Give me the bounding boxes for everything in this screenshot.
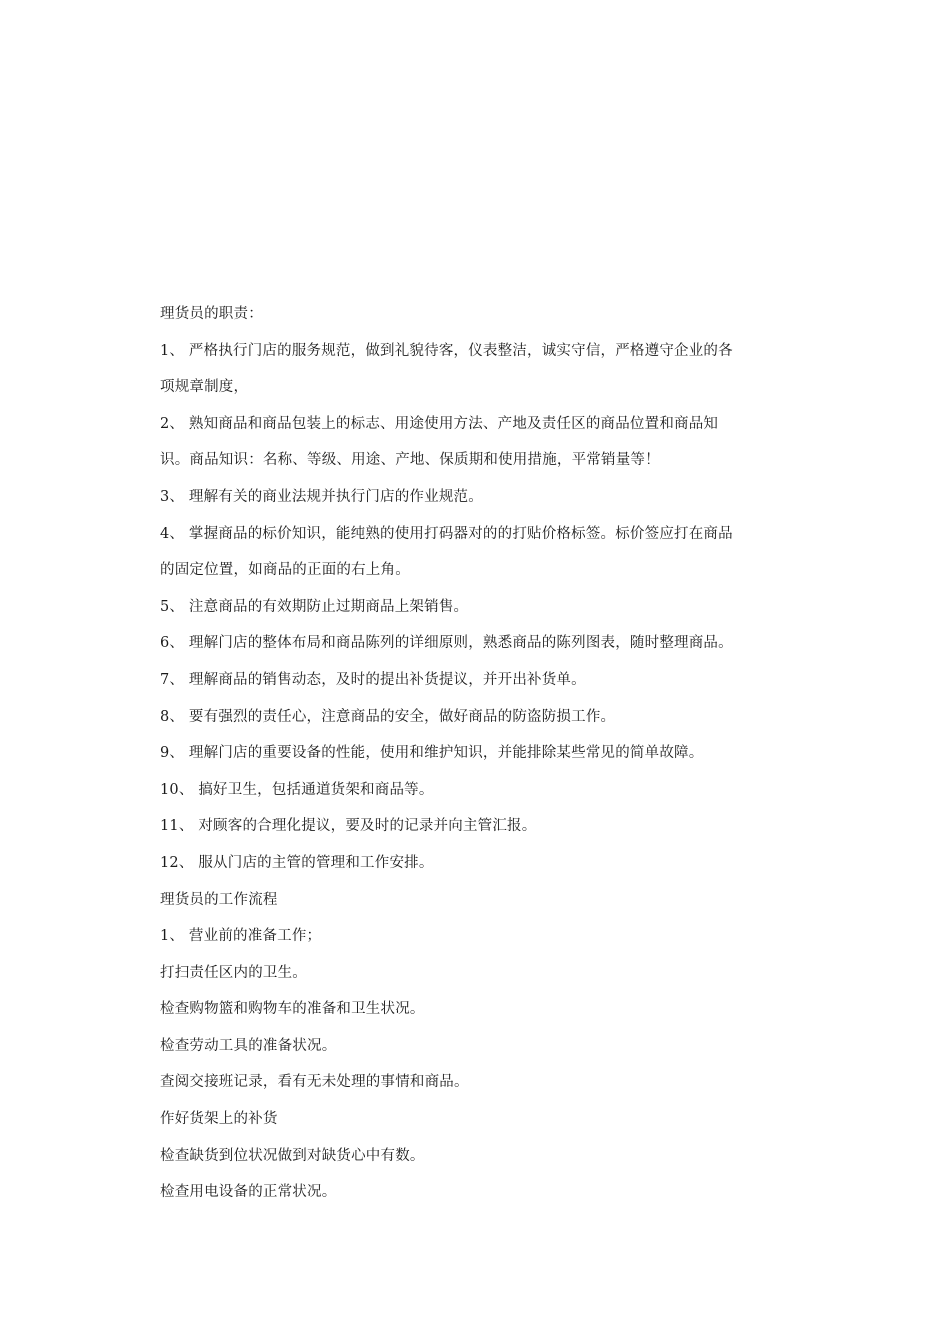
text-line: 9、 理解门店的重要设备的性能，使用和维护知识，并能排除某些常见的简单故障。 (160, 745, 704, 762)
text-line: 10、 搞好卫生，包括通道货架和商品等。 (160, 781, 434, 798)
text-line: 检查用电设备的正常状况。 (160, 1184, 337, 1201)
text-line: 6、 理解门店的整体布局和商品陈列的详细原则，熟悉商品的陈列图表，随时整理商品。 (160, 635, 733, 652)
text-line: 作好货架上的补货 (160, 1111, 278, 1128)
text-line: 11、 对顾客的合理化提议，要及时的记录并向主管汇报。 (160, 818, 537, 835)
text-line: 8、 要有强烈的责任心，注意商品的安全，做好商品的防盗防损工作。 (160, 708, 616, 725)
document-body (160, 296, 800, 1211)
text-line: 项规章制度， (160, 379, 249, 396)
text-line: 12、 服从门店的主管的管理和工作安排。 (160, 854, 434, 871)
text-line: 1、 严格执行门店的服务规范，做到礼貌待客，仪表整洁，诚实守信，严格遵守企业的各 (160, 342, 733, 359)
text-line: 的固定位置，如商品的正面的右上角。 (160, 562, 410, 579)
text-line: 3、 理解有关的商业法规并执行门店的作业规范。 (160, 488, 483, 505)
text-line: 1、 营业前的准备工作； (160, 928, 322, 945)
section-heading-duties: 理货员的职责： (160, 306, 263, 322)
text-line: 打扫责任区内的卫生。 (160, 964, 307, 981)
text-line: 检查劳动工具的准备状况。 (160, 1037, 337, 1054)
section-heading-workflow: 理货员的工作流程 (160, 891, 278, 908)
text-line: 2、 熟知商品和商品包装上的标志、用途使用方法、产地及责任区的商品位置和商品知 (160, 415, 719, 432)
text-line: 5、 注意商品的有效期防止过期商品上架销售。 (160, 598, 469, 615)
text-line: 检查购物篮和购物车的准备和卫生状况。 (160, 1001, 425, 1018)
text-line: 检查缺货到位状况做到对缺货心中有数。 (160, 1147, 425, 1164)
text-line: 7、 理解商品的销售动态，及时的提出补货提议，并开出补货单。 (160, 671, 586, 688)
text-line: 识。商品知识：名称、等级、用途、产地、保质期和使用措施，平常销量等！ (160, 452, 660, 469)
text-line: 查阅交接班记录，看有无未处理的事情和商品。 (160, 1074, 469, 1091)
text-line: 4、 掌握商品的标价知识，能纯熟的使用打码器对的的打贴价格标签。标价签应打在商品 (160, 525, 733, 542)
